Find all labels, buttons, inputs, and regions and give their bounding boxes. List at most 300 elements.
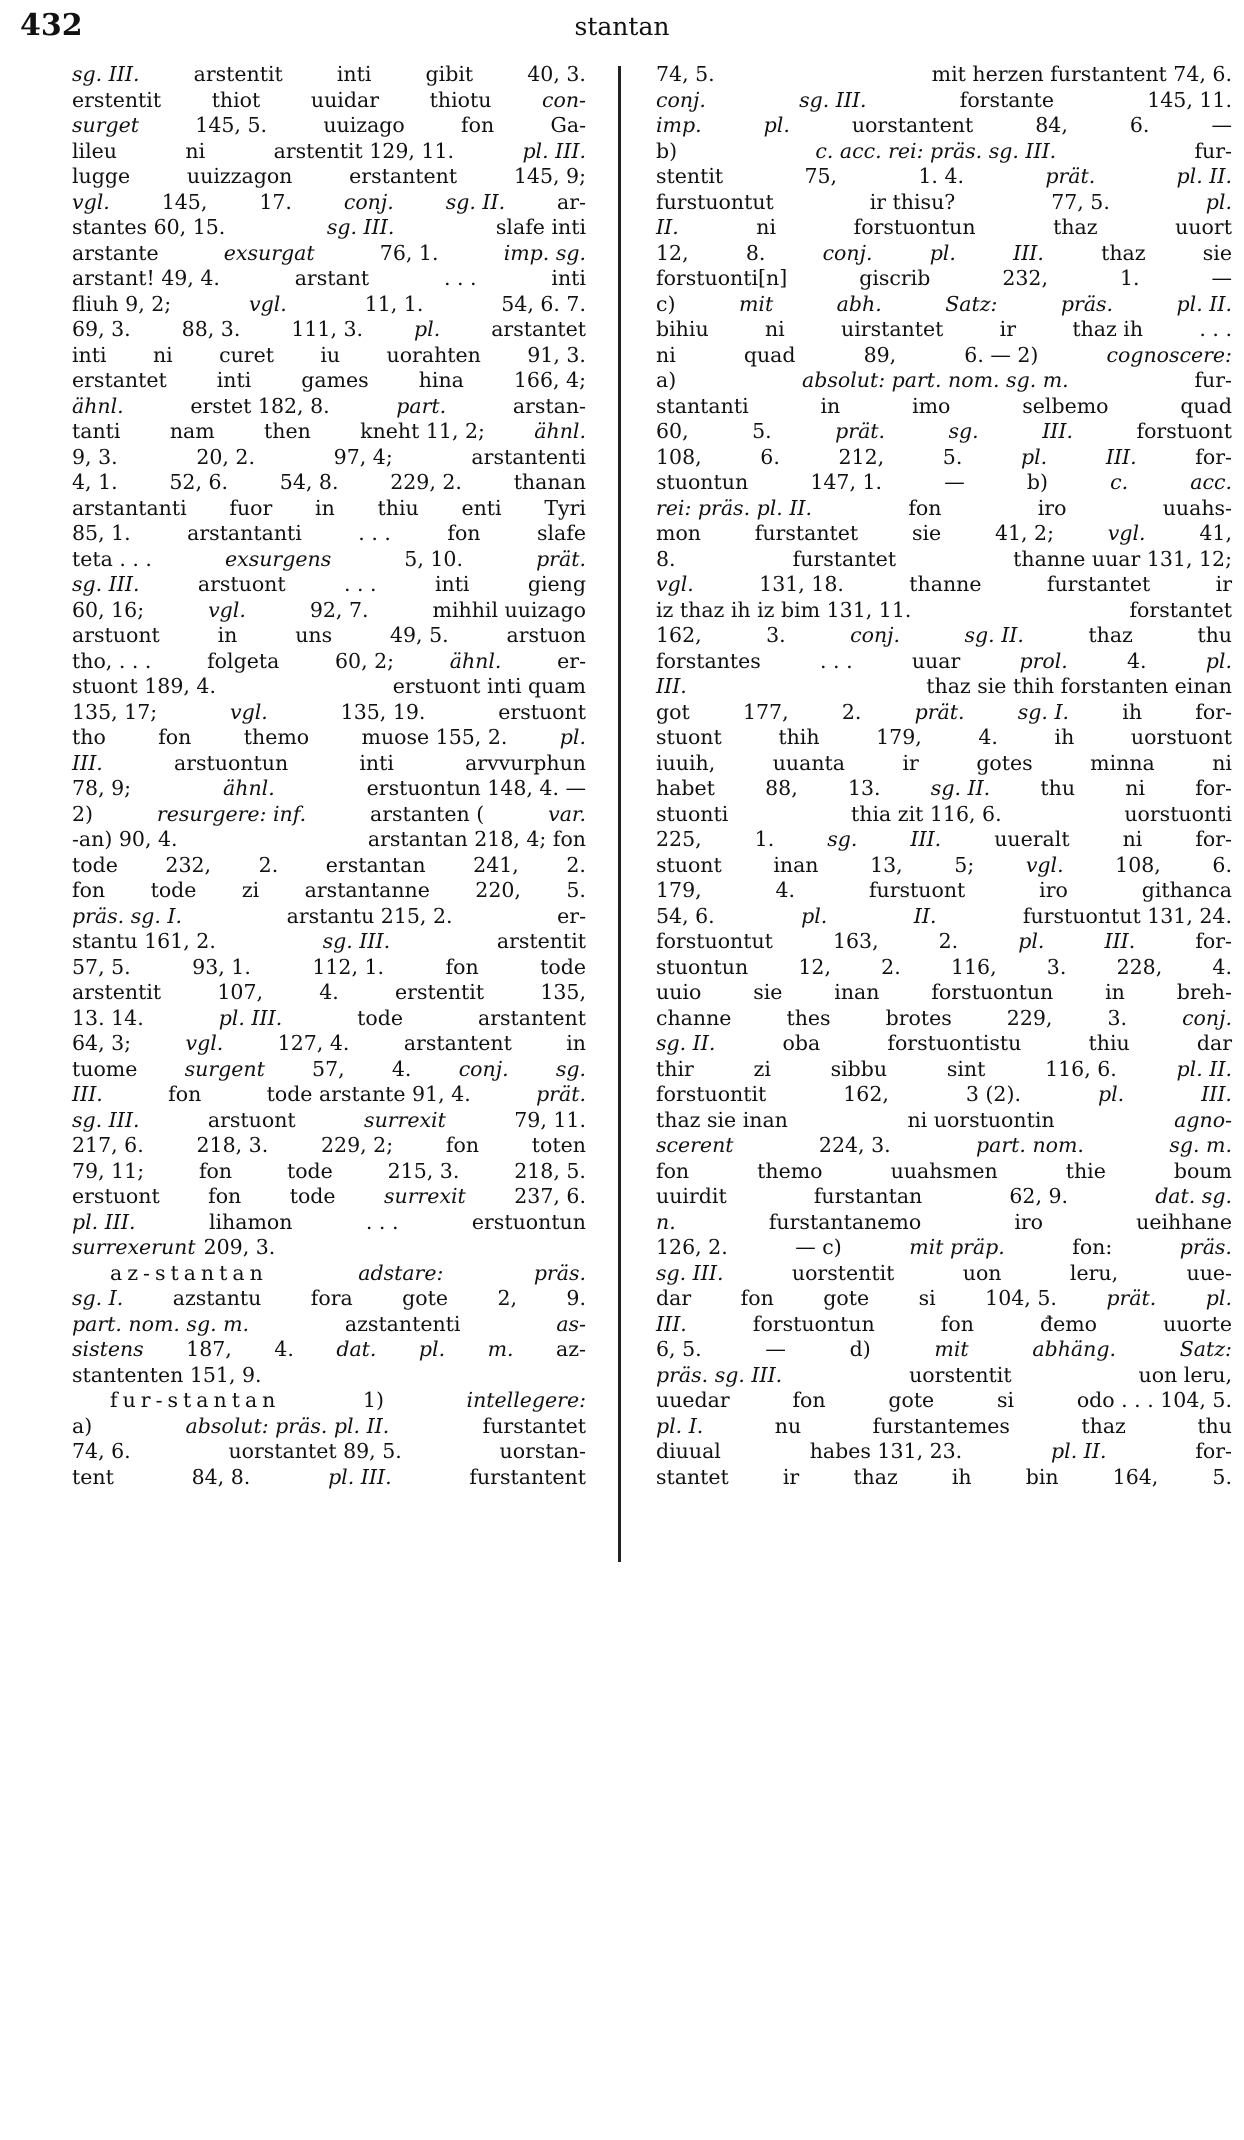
italic-text: III. (1201, 1082, 1232, 1106)
italic-text: pl. (1021, 444, 1048, 469)
text-segment: arstantent (403, 1031, 512, 1055)
text-line (72, 1363, 586, 1389)
text-line (72, 266, 586, 292)
text-segment: for- (1195, 827, 1232, 851)
text-segment: stantanti (656, 393, 749, 418)
text-segment: 79, 11; (72, 1158, 145, 1183)
text-line (72, 904, 586, 930)
text-segment: thia zit 116, 6. (851, 801, 1002, 826)
text-segment: uuirdit (656, 1184, 727, 1208)
text-segment: erstantet (72, 368, 167, 392)
italic-text: Satz: (945, 291, 998, 316)
text-segment: thu (1197, 1413, 1232, 1438)
text-segment: dar (656, 1286, 692, 1310)
text-segment: 84, (1035, 113, 1068, 137)
text-line (72, 496, 586, 522)
text-segment: 4, 1. (72, 470, 118, 494)
text-segment: 91, 3. (527, 342, 586, 367)
text-segment: folgeta (207, 648, 280, 673)
text-segment: ni (185, 138, 206, 163)
italic-text: III. (1042, 419, 1073, 443)
text-line (656, 292, 1232, 318)
text-segment: then (264, 419, 311, 443)
text-line (656, 1057, 1232, 1083)
italic-text: imp. sg. (503, 240, 586, 265)
text-segment: erstantent (349, 164, 458, 188)
text-segment: leru, (1069, 1260, 1119, 1285)
text-segment: 127, 4. (277, 1031, 350, 1055)
text-segment: arstantent (477, 1005, 586, 1030)
italic-text: präs. (1179, 1235, 1232, 1259)
italic-text: prät. (1045, 164, 1096, 188)
text-segment: uuort (1175, 215, 1232, 239)
text-segment: quad (1180, 393, 1232, 418)
italic-text: mit (738, 291, 774, 316)
text-segment: kneht 11, 2; (360, 419, 485, 443)
text-segment: thanne (909, 572, 982, 596)
text-segment: arstuont (72, 623, 160, 647)
text-line (72, 1082, 586, 1108)
text-segment: 131, 18. (759, 572, 844, 596)
text-segment: fur- (1194, 368, 1232, 392)
text-line (72, 470, 586, 496)
text-segment: -an) 90, 4. (72, 827, 178, 851)
italic-text: präs. (1060, 291, 1114, 316)
text-segment: 5. (1212, 1464, 1232, 1489)
text-segment: 3. (766, 623, 786, 647)
text-segment: sie (753, 980, 783, 1004)
text-segment: 145, 5. (195, 113, 268, 137)
text-segment: iro (1014, 1209, 1044, 1234)
text-segment: arstan- (512, 393, 586, 418)
italic-text: ähnl. (534, 419, 586, 443)
text-line (656, 1031, 1232, 1057)
text-segment: az- (556, 1337, 586, 1361)
italic-text: conj. (656, 87, 706, 112)
italic-text: part. nom. sg. m. (72, 1311, 250, 1336)
text-segment: uorstentit (909, 1362, 1012, 1387)
italic-text: abhäng. (1032, 1337, 1116, 1361)
text-segment: 88, (765, 776, 798, 800)
text-line (656, 139, 1232, 165)
text-line (72, 190, 586, 216)
text-segment: curet (219, 342, 274, 367)
text-segment: sie (1202, 240, 1232, 265)
text-segment: themo (243, 725, 310, 749)
text-segment: slafe (536, 521, 586, 545)
text-segment: 135, 17; (72, 699, 158, 724)
italic-text: resurgere: inf. (156, 801, 307, 826)
text-line (72, 547, 586, 573)
italic-text: präs. sg. I. (72, 903, 182, 928)
text-line (656, 445, 1232, 471)
text-segment: 5, 10. (404, 546, 463, 571)
text-segment: thaz (1081, 1413, 1126, 1438)
italic-text: pl. (1205, 648, 1232, 673)
text-segment: arstantenti (471, 444, 586, 469)
italic-text: part. nom. (976, 1133, 1084, 1157)
italic-text: sistens (72, 1337, 144, 1361)
text-segment: erstuontun 148, 4. — (366, 776, 586, 800)
text-segment: furstantet (754, 521, 859, 545)
text-segment: 1) (362, 1388, 384, 1412)
text-line (72, 751, 586, 777)
text-segment: erstentit (395, 980, 485, 1004)
italic-text: sg. (555, 1056, 586, 1081)
text-segment: minna (1090, 750, 1155, 775)
text-segment: 232, (165, 852, 212, 877)
text-segment: uon leru, (1138, 1362, 1232, 1387)
text-segment: 218, 5. (514, 1158, 586, 1183)
italic-text: intellegere: (466, 1388, 586, 1412)
text-segment: forstuonti[n] (656, 266, 788, 290)
text-segment: 1. (1119, 266, 1140, 290)
text-segment: 60, (656, 419, 689, 443)
text-segment: — (1211, 113, 1232, 137)
text-segment: 64, 3; (72, 1031, 132, 1055)
text-segment: a) (656, 368, 677, 392)
text-segment: b) (1026, 470, 1048, 494)
italic-text: pl. I. (656, 1413, 704, 1438)
text-line (72, 623, 586, 649)
text-segment: 2. (938, 929, 959, 953)
text-segment: 6. (1212, 852, 1232, 877)
text-segment: azstantenti (344, 1311, 461, 1336)
text-segment: stuontun (656, 954, 749, 979)
text-segment: inti (216, 368, 252, 392)
italic-text: III. (1104, 929, 1136, 953)
text-segment: fon (72, 878, 106, 902)
text-segment: themo (757, 1158, 823, 1183)
text-line (72, 445, 586, 471)
text-segment: ueihhane (1136, 1209, 1232, 1234)
text-segment: ih (951, 1464, 972, 1489)
text-segment: furstantet (1046, 572, 1151, 596)
text-segment: arstentit (193, 62, 283, 86)
text-segment: zi (241, 878, 260, 902)
text-segment: 3. (1107, 1005, 1128, 1030)
italic-text: vgl. (1025, 852, 1064, 877)
italic-text: var. (548, 801, 586, 826)
italic-text: II. (913, 903, 937, 928)
text-segment: 3. (1046, 954, 1067, 979)
text-segment: ni (1122, 827, 1143, 851)
text-segment: for- (1195, 444, 1232, 469)
text-line (72, 1414, 586, 1440)
text-segment: 52, 6. (169, 470, 229, 494)
text-line (656, 776, 1232, 802)
text-segment: 163, (832, 929, 879, 953)
text-segment: uuar (911, 648, 961, 673)
entry-headword: az-stantan (110, 1260, 268, 1285)
text-segment: . . . (820, 648, 853, 673)
text-segment: a) (72, 1413, 93, 1438)
text-segment: thiu (377, 495, 419, 520)
text-segment: uorahten (386, 342, 481, 367)
text-segment: 4. (391, 1056, 412, 1081)
text-segment: gote (823, 1286, 870, 1310)
text-segment: fon (158, 725, 192, 749)
text-segment: 135, 19. (340, 699, 426, 724)
text-segment: ni (756, 215, 777, 239)
text-segment: diuual (656, 1439, 721, 1463)
text-segment: b) (656, 138, 678, 163)
text-segment: thir (656, 1056, 694, 1081)
italic-text: vgl. (249, 291, 287, 316)
text-segment: 49, 5. (389, 623, 449, 647)
text-segment: 107, (217, 980, 264, 1004)
text-line (72, 853, 586, 879)
text-line (656, 929, 1232, 955)
text-segment: . . . (365, 1209, 399, 1234)
text-segment: 1. (754, 827, 775, 851)
text-segment: tuome (72, 1056, 138, 1081)
text-segment: 6. (760, 444, 780, 469)
text-segment: 2. (566, 852, 586, 877)
text-segment: c) (656, 291, 676, 316)
italic-text: ähnl. (449, 648, 502, 673)
text-segment: 13. (847, 776, 881, 800)
text-segment: uueralt (994, 827, 1070, 851)
text-line (72, 1286, 586, 1312)
text-segment: uorstentit (791, 1260, 895, 1285)
text-segment: stentit (656, 164, 724, 188)
text-segment: erstet 182, 8. (190, 393, 330, 418)
text-segment: forstuontit (656, 1082, 767, 1106)
text-segment: tanti (72, 419, 121, 443)
text-segment: 6. — 2) (964, 342, 1039, 367)
text-segment: uuidar (310, 87, 379, 112)
text-segment: arstanten ( (369, 801, 485, 826)
text-line (72, 394, 586, 420)
text-segment: ni (1125, 776, 1146, 800)
italic-text: Satz: (1179, 1337, 1232, 1361)
text-segment: fon (208, 1184, 242, 1208)
text-segment: erstantan (325, 852, 426, 877)
italic-text: surrexit (364, 1107, 446, 1132)
text-segment: ni (656, 342, 676, 367)
italic-text: c. (1110, 470, 1129, 494)
text-segment: uorstantet 89, 5. (228, 1439, 402, 1463)
text-segment: stantu 161, 2. (72, 929, 216, 953)
italic-text: sg. (948, 419, 979, 443)
italic-text: pl. (559, 725, 586, 749)
text-segment: fliuh 9, 2; (72, 291, 172, 316)
italic-text: sg. II. (445, 189, 506, 214)
italic-text: III. (910, 827, 942, 851)
italic-text: III. (656, 674, 687, 698)
text-segment: arstante (72, 240, 159, 265)
text-segment: 179, (876, 725, 922, 749)
text-segment: 162, (656, 623, 702, 647)
text-segment: muose 155, 2. (361, 725, 508, 749)
text-line (656, 496, 1232, 522)
text-segment: breh- (1176, 980, 1232, 1004)
text-segment: uns (295, 623, 333, 647)
text-line (72, 980, 586, 1006)
text-line (656, 674, 1232, 700)
text-segment: — (1211, 266, 1232, 290)
text-segment: gote (402, 1286, 449, 1310)
text-segment: arstuon (506, 623, 586, 647)
text-line (656, 853, 1232, 879)
text-segment: ni (1212, 750, 1232, 775)
text-line (72, 1312, 586, 1338)
text-segment: giscrib (859, 266, 931, 290)
text-segment: 78, 9; (72, 776, 132, 800)
italic-text: vgl. (1107, 521, 1146, 545)
text-segment: arstantanti (72, 495, 187, 520)
text-segment: 241, (473, 852, 519, 877)
text-line (656, 241, 1232, 267)
text-segment: 135, (540, 980, 586, 1004)
text-segment: stuont (656, 725, 722, 749)
text-line (72, 139, 586, 165)
italic-text: sg. I. (1017, 699, 1070, 724)
text-segment: 12, (656, 240, 689, 265)
text-line (72, 1006, 586, 1032)
text-segment: githanca (1141, 878, 1232, 902)
text-segment: uuanta (772, 750, 846, 775)
text-segment: 215, 3. (387, 1158, 460, 1183)
text-line (656, 572, 1232, 598)
text-segment: inti (359, 750, 394, 775)
text-segment: hina (418, 368, 464, 392)
text-line (656, 751, 1232, 777)
text-segment: 212, (838, 444, 885, 469)
text-segment: 2) (72, 801, 94, 826)
text-line (72, 674, 586, 700)
text-segment: thes (786, 1005, 831, 1030)
text-line (72, 62, 586, 88)
text-segment: 228, (1116, 954, 1163, 979)
text-segment: 13, (870, 852, 903, 877)
text-segment: 229, 2. (390, 470, 462, 494)
text-line (656, 1235, 1232, 1261)
italic-text: c. acc. rei: präs. sg. III. (815, 138, 1057, 163)
text-segment: ih (1054, 725, 1075, 749)
text-line (72, 776, 586, 802)
text-line (72, 521, 586, 547)
text-segment: for- (1195, 929, 1232, 953)
text-segment: bihiu (656, 317, 709, 341)
column-divider (618, 66, 621, 1562)
text-segment: 108, (1115, 852, 1161, 877)
text-segment: uorstuonti (1124, 801, 1232, 826)
text-segment: . . . (1199, 317, 1232, 341)
text-segment: in (566, 1031, 586, 1055)
text-segment: thie (1065, 1158, 1106, 1183)
text-segment: stantet (656, 1464, 729, 1489)
text-segment: games (301, 368, 369, 392)
text-segment: forstuont (1136, 419, 1232, 443)
italic-text: surrexit (383, 1184, 466, 1208)
text-line (72, 343, 586, 369)
text-segment: selbemo (1022, 393, 1109, 418)
text-segment: tode (150, 878, 197, 902)
text-line (656, 1363, 1232, 1389)
italic-text: pl. (1018, 929, 1045, 953)
italic-text: conj. (343, 189, 394, 214)
italic-text: exsurgat (223, 240, 315, 265)
text-segment: fur- (1194, 138, 1232, 163)
italic-text: dat. sg. (1155, 1184, 1232, 1208)
text-segment: 4. (978, 725, 998, 749)
text-segment: slafe inti (495, 215, 586, 239)
italic-text: II. (656, 215, 679, 239)
text-segment: 54, 6. 7. (501, 291, 586, 316)
text-segment: boum (1173, 1158, 1232, 1183)
italic-text: cognoscere: (1106, 342, 1232, 367)
text-segment: 116, 6. (1045, 1056, 1117, 1081)
text-segment: 54, 6. (656, 903, 715, 928)
text-segment: enti (461, 495, 502, 520)
text-segment: 229, 2; (321, 1133, 394, 1157)
text-line (656, 878, 1232, 904)
text-segment: 111, 3. (291, 317, 364, 341)
text-segment: 97, 4; (333, 444, 393, 469)
italic-text: pl. III. (328, 1464, 392, 1489)
text-segment: 232, (1002, 266, 1048, 290)
text-segment: 4. (274, 1337, 294, 1361)
text-segment: mit herzen furstantent 74, 6. (931, 62, 1232, 86)
text-segment: uuedar (656, 1388, 730, 1412)
text-line (656, 904, 1232, 930)
text-segment: oba (782, 1031, 821, 1055)
text-segment: ir (1215, 572, 1232, 596)
text-line (72, 368, 586, 394)
text-line (656, 521, 1232, 547)
text-line (656, 343, 1232, 369)
text-segment: inti (336, 62, 372, 86)
text-segment: 104, 5. (985, 1286, 1057, 1310)
text-segment: 92, 7. (309, 597, 369, 622)
text-segment: 164, (1112, 1464, 1159, 1489)
text-line (656, 1465, 1232, 1491)
text-segment: sint (946, 1056, 986, 1081)
italic-text: absolut: part. nom. sg. m. (802, 368, 1069, 392)
text-line (656, 1286, 1232, 1312)
text-segment: thaz sie inan (656, 1107, 788, 1132)
text-segment: forstuontun (931, 980, 1054, 1004)
text-segment: erstuontun (471, 1209, 586, 1234)
text-line (656, 649, 1232, 675)
text-segment: sibbu (830, 1056, 888, 1081)
text-segment: si (996, 1388, 1015, 1412)
text-segment: got (656, 699, 690, 724)
text-segment: ir thisu? (869, 189, 956, 214)
text-segment: 6, 5. (656, 1337, 702, 1361)
text-segment: — (944, 470, 965, 494)
text-line (72, 827, 586, 853)
text-segment: arstentit 129, 11. (273, 138, 455, 163)
text-segment: 4. (319, 980, 339, 1004)
text-line (72, 1439, 586, 1465)
text-segment: gieng (527, 572, 586, 596)
text-segment: . . . (358, 521, 391, 545)
text-segment: nam (169, 419, 215, 443)
text-segment: uirstantet (841, 317, 944, 341)
text-segment: imo (912, 393, 951, 418)
text-segment: stantenten 151, 9. (72, 1362, 262, 1387)
text-segment: iz thaz ih iz bim 131, 11. (656, 597, 912, 622)
text-segment: fon (792, 1388, 826, 1412)
text-segment: 166, 4; (513, 368, 586, 392)
text-segment: fon: (1072, 1235, 1113, 1259)
text-line (72, 802, 586, 828)
text-segment: 79, 11. (514, 1107, 586, 1132)
italic-text: pl. II. (1176, 164, 1232, 188)
